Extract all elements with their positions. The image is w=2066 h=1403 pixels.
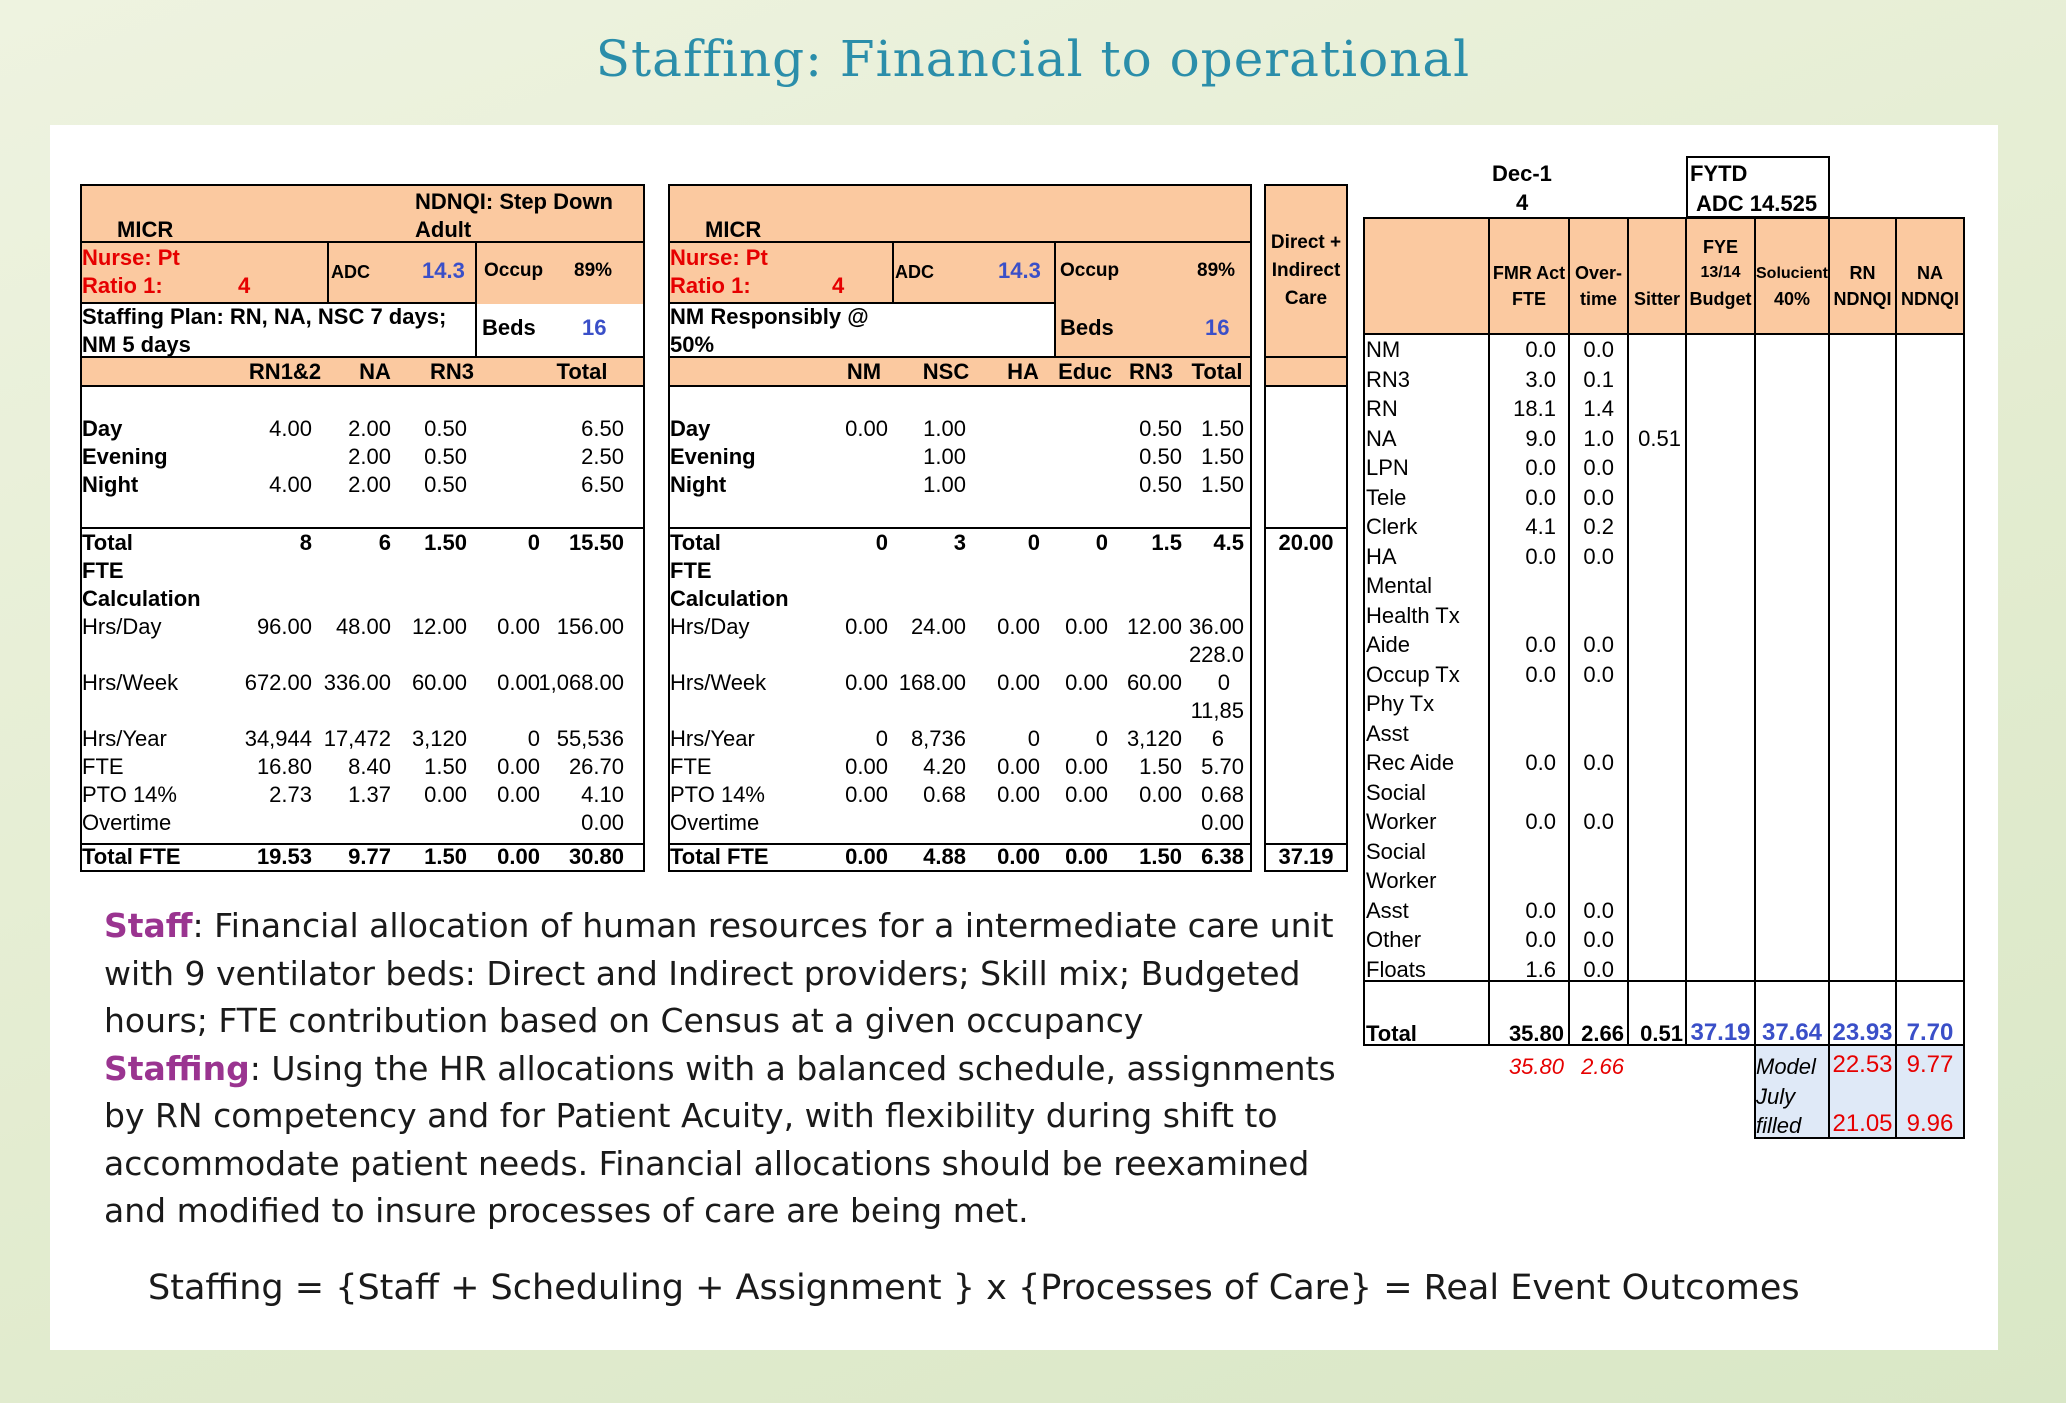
t4-row-fmr: 0.0 (1525, 455, 1556, 480)
t2-beds-value: 16 (1205, 315, 1230, 340)
t2-total-cell: 4.5 (1213, 530, 1244, 555)
t2-total-cell: 0 (875, 530, 888, 555)
t2-calc-row-cell: 0.00 (997, 782, 1040, 807)
t1-calc-row-cell: 55,536 (556, 726, 624, 751)
t1-calc-row-cell: 0.00 (424, 782, 467, 807)
t2-calc-row-label: PTO 14% (670, 782, 765, 807)
t4-row-ot: 0.0 (1583, 750, 1614, 775)
t4-row-label: Rec Aide (1366, 750, 1455, 775)
t1-row-label: Evening (82, 444, 168, 469)
t2-hrs-week-total-b: 0 (1217, 670, 1230, 695)
note-staffing-text: : Using the HR allocations with a balanced schedule, assignments by RN competency and for Patient Acuity, with flexibility during shift to accommodate patient needs. Financial allocations should be reexamined and modified to insure processes of care are being met. (104, 1048, 1336, 1230)
t2-total-fte-cell: 0.00 (845, 844, 888, 869)
t4-row-label: Clerk (1366, 514, 1418, 539)
t4-row-ot: 0.0 (1583, 927, 1614, 952)
t1-calc-row-label: Overtime (82, 810, 172, 835)
explanation-notes (104, 902, 1364, 1235)
t2-occup-value: 89% (1197, 260, 1236, 281)
t2-hrs-day-cell: 0.00 (1065, 614, 1108, 639)
page-title: Staffing: Financial to operational (595, 30, 1471, 88)
t1-calc-row-cell: 3,120 (411, 726, 467, 751)
t4-header-na-line2: NDNQI (1901, 289, 1959, 309)
t1-total-label: Total (82, 530, 133, 555)
t2-total-cell: 3 (953, 530, 966, 555)
t3-total-fte: 37.19 (1278, 844, 1334, 869)
t1-calc-row-label: Hrs/Year (82, 726, 167, 751)
t3-header-line3: Care (1284, 288, 1328, 309)
t4-total-sitter: 0.51 (1640, 1021, 1683, 1046)
t1-row-cell: 2.00 (348, 416, 391, 441)
t4-row-ot: 0.0 (1583, 543, 1614, 569)
t4-row-fmr: 1.6 (1525, 956, 1556, 982)
t4-row-fmr: 0.0 (1525, 484, 1556, 510)
t4-row-fmr: 9.0 (1525, 425, 1556, 451)
t2-occup-label: Occup (1060, 260, 1120, 281)
t1-beds-value: 16 (582, 315, 607, 340)
t1-calc-row-cell: 4.10 (581, 782, 624, 807)
t2-col-header: RN3 (1128, 359, 1173, 384)
t4-row-label: Health Tx (1366, 602, 1460, 628)
t1-total-fte-cell: 0.00 (497, 844, 540, 869)
t1-calc-row-cell: 60.00 (411, 670, 467, 695)
t4-fytd: FYTD (1690, 161, 1748, 186)
t2-row-label: Evening (670, 444, 756, 469)
t2-calc-row-cell: 0.00 (1065, 754, 1108, 779)
note-staff (104, 902, 1364, 1045)
t4-row-label: Aide (1366, 632, 1411, 657)
t2-calc-row-cell: 0.00 (1139, 782, 1182, 807)
t2-total-label: Total (670, 530, 721, 555)
t4-header-fye-line2: 13/14 (1700, 264, 1741, 281)
t1-row-cell: 6.50 (581, 472, 624, 497)
t4-dec-line1: Dec-1 (1492, 161, 1552, 186)
t4-july-rn: 21.05 (1832, 1110, 1893, 1137)
t1-total-fte-cell: 19.53 (256, 844, 312, 869)
t2-hrs-day-cell: 12.00 (1126, 614, 1182, 639)
t4-total-fye: 37.19 (1690, 1019, 1751, 1046)
t2-calc-label: Calculation (670, 586, 789, 611)
t1-calc-row-cell: 2.73 (269, 782, 312, 807)
t1-calc-row-cell: 1,068.00 (538, 670, 624, 695)
t2-calc-row-cell: 0.00 (845, 754, 888, 779)
t4-adc: ADC 14.525 (1696, 191, 1818, 216)
t4-row-label: Other (1366, 927, 1422, 952)
t2-calc-row-cell: 4.20 (923, 754, 966, 779)
t4-row-ot: 0.0 (1583, 897, 1614, 923)
t1-total-cell: 8 (299, 530, 312, 555)
t2-row-cell: 0.50 (1139, 472, 1182, 497)
t2-total-cell: 0 (1027, 530, 1040, 555)
t2-calc-row-label: FTE (670, 754, 712, 779)
t4-header-fmr-line2: FTE (1512, 289, 1546, 309)
t2-row-cell: 1.00 (923, 416, 966, 441)
t2-total-fte-label: Total FTE (670, 844, 769, 869)
t4-row-label: NM (1366, 337, 1401, 362)
t2-col-header: Educ (1058, 359, 1112, 384)
t2-adc-value: 14.3 (998, 258, 1041, 283)
t2-hrs-week-label: Hrs/Week (670, 670, 767, 695)
t2-calc-row-cell: 0.00 (1201, 810, 1244, 835)
t2-calc-row-cell: 0.00 (845, 782, 888, 807)
t2-hrs-year-total-a: 11,85 (1190, 698, 1244, 723)
t4-dec-line2: 4 (1516, 190, 1529, 215)
note-staffing (104, 1045, 1364, 1235)
t4-row-ot: 0.2 (1583, 514, 1614, 539)
t4-row-ot: 0.1 (1583, 366, 1614, 392)
t2-hrs-day-cell: 24.00 (910, 614, 966, 639)
t1-calc-row-label: Hrs/Day (82, 614, 162, 639)
t2-row-cell: 0.50 (1139, 444, 1182, 469)
t4-header-sol-line2: 40% (1773, 289, 1811, 309)
t4-row-ot: 0.0 (1583, 809, 1614, 834)
t4-row-ot: 0.0 (1583, 632, 1614, 657)
t2-ratio-value: 4 (832, 273, 845, 298)
t2-ratio: Ratio 1: (670, 273, 751, 298)
t2-hrs-week-cell: 0.00 (1065, 670, 1108, 695)
t1-total-cell: 0 (527, 530, 540, 555)
t1-calc-row-label: Hrs/Week (82, 670, 179, 695)
t1-total-fte-cell: 1.50 (424, 844, 467, 869)
t4-header-ot-line2: time (1579, 289, 1617, 309)
t1-calc-row-cell: 156.00 (556, 614, 624, 639)
t1-calc-row-cell: 96.00 (256, 614, 312, 639)
t4-sub-fmr: 35.80 (1508, 1054, 1564, 1079)
t2-calc-row-cell: 0.00 (997, 754, 1040, 779)
t2-total-fte-cell: 6.38 (1201, 844, 1244, 869)
t1-total-fte-label: Total FTE (82, 844, 181, 869)
t4-total-ot: 2.66 (1581, 1021, 1624, 1046)
t4-header-ot-line1: Over- (1574, 263, 1623, 283)
t1-calc-row-cell: 336.00 (323, 670, 391, 695)
t2-hrs-week-cell: 60.00 (1126, 670, 1182, 695)
t1-calc-row-cell: 26.70 (568, 754, 624, 779)
t4-row-fmr: 3.0 (1525, 366, 1556, 392)
t4-row-label: NA (1366, 425, 1397, 451)
t4-row-ot: 0.0 (1583, 337, 1614, 362)
t4-row-ot: 0.0 (1583, 484, 1614, 510)
staffing-formula: Staffing = {Staff + Scheduling + Assignment } x {Processes of Care} = Real Event Outcomes (148, 1268, 1800, 1308)
t1-ratio: Ratio 1: (82, 273, 163, 298)
t4-total-rn: 23.93 (1832, 1019, 1893, 1046)
t3-total: 20.00 (1278, 530, 1334, 555)
t1-calc-row-cell: 8.40 (348, 754, 391, 779)
t1-calc-row-cell: 12.00 (411, 614, 467, 639)
t1-col-header: RN1&2 (248, 359, 322, 384)
t2-nurse-pt: Nurse: Pt (670, 245, 768, 270)
t4-july-na: 9.96 (1906, 1110, 1954, 1137)
t1-calc-row-cell: 0.00 (497, 754, 540, 779)
t4-row-label: Floats (1366, 956, 1426, 982)
t2-hrs-day-cell: 36.00 (1188, 614, 1244, 639)
t1-plan-line2: NM 5 days (82, 332, 191, 357)
t4-total-label: Total (1366, 1021, 1417, 1046)
t1-calc-row-cell: 0 (527, 726, 540, 751)
note-staff-label: Staff (104, 906, 193, 945)
t2-total-fte-cell: 4.88 (923, 844, 966, 869)
t4-row-fmr: 0.0 (1525, 337, 1556, 362)
t1-nurse-pt: Nurse: Pt (82, 245, 180, 270)
t1-row-cell: 4.00 (269, 416, 312, 441)
t1-row-label: Night (82, 472, 139, 497)
t4-row-fmr: 0.0 (1525, 661, 1556, 687)
t2-hrs-week-cell: 0.00 (997, 670, 1040, 695)
t2-hrs-day-cell: 0.00 (845, 614, 888, 639)
t1-row-cell: 0.50 (424, 472, 467, 497)
t1-calc-row-cell: 0.00 (497, 670, 540, 695)
t4-header-sitter: Sitter (1633, 289, 1680, 309)
t4-row-ot: 0.0 (1583, 455, 1614, 480)
t1-total-cell: 15.50 (568, 530, 624, 555)
t3-header-line1: Direct + (1270, 232, 1342, 253)
t1-calc-row-cell: 48.00 (335, 614, 391, 639)
t1-row-cell: 0.50 (424, 444, 467, 469)
t4-row-ot: 0.0 (1583, 661, 1614, 687)
t1-beds-label: Beds (482, 315, 536, 340)
t4-row-fmr: 0.0 (1525, 927, 1556, 952)
t2-row-cell: 1.50 (1201, 472, 1244, 497)
t2-hrs-year-cell: 0 (875, 726, 888, 751)
t4-total-na: 7.70 (1906, 1019, 1954, 1046)
t3-header-line2: Indirect (1271, 260, 1341, 281)
t2-fte-label: FTE (670, 558, 712, 583)
t2-hrs-week-cell: 168.00 (898, 670, 966, 695)
t1-ndnqi: NDNQI: Step Down (415, 189, 613, 214)
t4-header-sol-line1: Solucient (1756, 265, 1829, 282)
t4-total-fmr: 35.80 (1508, 1021, 1564, 1046)
t4-header-rn-line2: NDNQI (1833, 289, 1892, 309)
t1-calc-row-label: FTE (82, 754, 124, 779)
t1-calc-row-cell: 0.00 (581, 810, 624, 835)
t4-header-na-line1: NA (1917, 263, 1943, 283)
t2-total-cell: 1.5 (1151, 530, 1182, 555)
t1-calc-label: Calculation (82, 586, 201, 611)
t2-resp-line2: 50% (670, 332, 715, 357)
t4-row-fmr: 0.0 (1525, 809, 1556, 834)
t1-calc-row-cell: 0.00 (497, 782, 540, 807)
t4-header-fye-line3: Budget (1689, 289, 1752, 309)
t2-row-label: Day (670, 416, 711, 441)
t2-row-cell: 1.50 (1201, 416, 1244, 441)
t4-row-label: Phy Tx (1366, 691, 1435, 716)
t4-model-na: 9.77 (1906, 1051, 1954, 1078)
t2-hrs-year-total-b: 6 (1211, 726, 1224, 751)
t4-row-fmr: 0.0 (1525, 750, 1556, 775)
t4-row-ot: 0.0 (1583, 956, 1614, 982)
t2-hrs-year-cell: 0 (1095, 726, 1108, 751)
t1-row-cell: 2.50 (581, 444, 624, 469)
t4-july-label-line1: July (1756, 1084, 1796, 1109)
t2-row-cell: 1.50 (1201, 444, 1244, 469)
t1-calc-row-cell: 17,472 (323, 726, 391, 751)
t2-row-cell: 1.00 (923, 472, 966, 497)
t1-row-cell: 6.50 (581, 416, 624, 441)
t1-adc-value: 14.3 (422, 258, 465, 283)
t2-hrs-year-cell: 3,120 (1126, 726, 1182, 751)
t4-model-label: Model (1756, 1054, 1816, 1079)
t4-row-label: Asst (1366, 897, 1409, 923)
t2-calc-row-cell: 0.68 (923, 782, 966, 807)
t1-occup-label: Occup (484, 260, 544, 281)
t1-row-cell: 0.50 (424, 416, 467, 441)
t2-row-cell: 0.00 (845, 416, 888, 441)
t2-calc-row-cell: 5.70 (1201, 754, 1244, 779)
t1-calc-row-cell: 0.00 (497, 614, 540, 639)
t4-sub-ot: 2.66 (1581, 1054, 1624, 1079)
t2-resp-line1: NM Responsibly @ (670, 304, 869, 329)
t4-row-fmr: 18.1 (1513, 396, 1556, 421)
t1-row-label: Day (82, 416, 123, 441)
t1-row-cell: 4.00 (269, 472, 312, 497)
t1-col-header: NA (359, 359, 391, 384)
t2-beds-label: Beds (1060, 315, 1114, 340)
t2-hrs-week-cell: 0.00 (845, 670, 888, 695)
t2-calc-row-cell: 0.68 (1201, 782, 1244, 807)
t4-row-fmr: 4.1 (1525, 514, 1556, 539)
t4-row-label: Worker (1366, 868, 1437, 893)
t2-total-fte-cell: 0.00 (1065, 844, 1108, 869)
t1-calc-row-label: PTO 14% (82, 782, 177, 807)
t1-occup-value: 89% (574, 260, 613, 281)
t1-plan-line1: Staffing Plan: RN, NA, NSC 7 days; (82, 304, 447, 329)
t4-row-label: Asst (1366, 720, 1409, 746)
t2-row-cell: 0.50 (1139, 416, 1182, 441)
t2-calc-row-cell: 1.50 (1139, 754, 1182, 779)
note-staffing-label: Staffing (104, 1048, 250, 1088)
t1-col-header: RN3 (429, 359, 474, 384)
t4-row-label: Social (1366, 779, 1426, 805)
t4-header-fmr-line1: FMR Act (1492, 263, 1566, 283)
t1-calc-row-cell: 1.37 (348, 782, 391, 807)
t2-hrs-day-label: Hrs/Day (670, 614, 750, 639)
t1-calc-row-cell: 34,944 (244, 726, 312, 751)
t4-row-label: Tele (1366, 484, 1407, 510)
t2-hrs-year-cell: 0 (1027, 726, 1040, 751)
t4-row-label: RN (1366, 396, 1398, 421)
t2-row-cell: 1.00 (923, 444, 966, 469)
t2-calc-row-cell: 0.00 (1065, 782, 1108, 807)
t1-calc-row-cell: 1.50 (424, 754, 467, 779)
t2-hrs-day-cell: 0.00 (997, 614, 1040, 639)
t4-row-ot: 1.0 (1583, 425, 1614, 451)
t1-adult: Adult (415, 217, 472, 242)
t2-hrs-year-label: Hrs/Year (670, 726, 755, 751)
t1-adc-label: ADC (331, 262, 370, 282)
t4-row-sitter: 0.51 (1638, 425, 1681, 451)
t4-header-fye-line1: FYE (1702, 237, 1738, 257)
t1-total-fte-cell: 9.77 (348, 844, 391, 869)
t4-row-fmr: 0.0 (1525, 632, 1556, 657)
t2-hrs-week-total-a: 228.0 (1188, 642, 1244, 667)
t4-row-fmr: 0.0 (1525, 543, 1556, 569)
t2-hrs-year-cell: 8,736 (910, 726, 966, 751)
t4-row-label: Social (1366, 838, 1426, 864)
t1-fte-label: FTE (82, 558, 124, 583)
t1-calc-row-cell: 672.00 (244, 670, 312, 695)
t2-total-fte-cell: 0.00 (997, 844, 1040, 869)
t1-col-header: Total (556, 359, 608, 384)
t4-row-label: HA (1366, 543, 1397, 569)
t1-micr: MICR (117, 217, 174, 242)
t4-total-solucient: 37.64 (1761, 1019, 1823, 1046)
t4-model-rn: 22.53 (1832, 1051, 1893, 1078)
t1-total-cell: 1.50 (424, 530, 467, 555)
t4-row-ot: 1.4 (1583, 396, 1614, 421)
t2-col-header: NSC (922, 359, 970, 384)
t4-row-label: Mental (1366, 573, 1433, 598)
t4-row-label: Occup Tx (1366, 661, 1460, 687)
t2-total-cell: 0 (1095, 530, 1108, 555)
t2-total-fte-cell: 1.50 (1139, 844, 1182, 869)
t2-col-header: Total (1191, 359, 1243, 384)
t1-row-cell: 2.00 (348, 444, 391, 469)
t2-calc-row-label: Overtime (670, 810, 760, 835)
t4-row-fmr: 0.0 (1525, 897, 1556, 923)
t1-ratio-value: 4 (238, 273, 251, 298)
t2-adc-label: ADC (895, 262, 934, 282)
t4-july-label-line2: filled (1756, 1113, 1802, 1138)
t1-calc-row-cell: 16.80 (256, 754, 312, 779)
t4-row-label: RN3 (1366, 366, 1411, 392)
note-staff-text: : Financial allocation of human resources for a intermediate care unit with 9 ventilator beds: Direct and Indirect providers; Skill mix; Budgeted hours; FTE contribution based on Census at a given occupancy (104, 906, 1334, 1040)
t4-row-label: LPN (1366, 455, 1409, 480)
t4-row-label: Worker (1366, 809, 1437, 834)
t4-header-rn-line1: RN (1849, 263, 1876, 283)
t1-row-cell: 2.00 (348, 472, 391, 497)
t2-micr: MICR (705, 217, 762, 242)
t2-col-header: NM (846, 359, 882, 384)
t2-col-header: HA (1007, 359, 1039, 384)
t2-row-label: Night (670, 472, 727, 497)
t1-total-fte-cell: 30.80 (568, 844, 624, 869)
t1-total-cell: 6 (378, 530, 391, 555)
